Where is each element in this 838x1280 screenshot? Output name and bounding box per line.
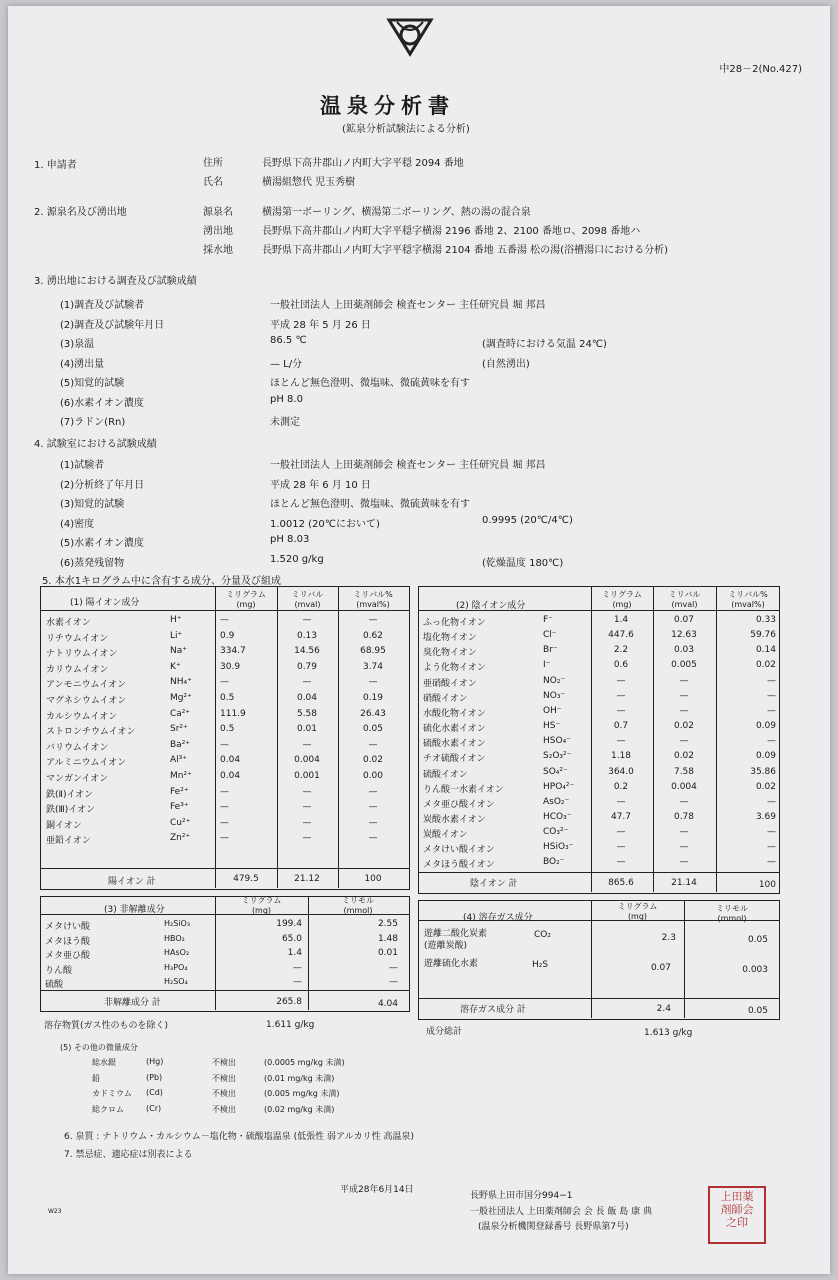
gas-total-mg: 2.4 [656,1004,671,1014]
anion-mvalpct: 0.02 [755,660,776,671]
cation-mg: 0.5 [220,693,235,703]
anion-name: 塩化物イオン [423,633,477,644]
nondiss-mg: — [293,977,302,987]
cation-name: ストロンチウムイオン [46,727,136,738]
source-name: 横湯第一ボーリング、横湯第二ボーリング、熱の湯の混合泉 [262,207,531,218]
cation-symbol: Ba²⁺ [170,739,191,750]
anion-mg: — [616,857,626,868]
anion-total-label: 陰イオン 計 [470,879,518,889]
section3-label: 3. 湧出地における調査及び試験成績 [34,276,197,287]
footer-organization: 一般社団法人 上田薬剤師会 会 長 飯 島 康 典 [470,1207,653,1217]
lab-row-note: 0.9995 (20℃/4℃) [482,514,573,526]
anion-name: チオ硫酸イオン [423,754,486,765]
anion-mval: — [679,705,689,716]
cation-name: 水素イオン [46,618,91,628]
section7-indications: 7. 禁忌症、適応症は別表による [64,1150,193,1160]
dissolved-label: 溶存物質(ガス性のものを除く) [44,1021,169,1031]
trace-limit: (0.02 mg/kg 未満) [264,1104,335,1114]
anion-mg: — [616,690,626,701]
nondiss-name: メタ亜ひ酸 [45,951,91,961]
anion-name: メタほう酸イオン [423,860,495,871]
cation-header-title: (1) 陽イオン成分 [70,598,140,608]
cation-mvalpct: — [368,615,378,625]
gas-header-mmol: ミリモル (mmol) [716,904,748,923]
cation-mval: — [302,739,312,750]
cation-symbol: Fe³⁺ [170,802,189,813]
cation-name: ナトリウムイオン [46,649,118,660]
gas-mmol: 0.05 [747,935,768,945]
gas-total-mmol: 0.05 [747,1006,768,1016]
cation-mvalpct: 0.62 [362,630,384,641]
lab-row-key: (2)分析終了年月日 [60,479,145,491]
lab-row-value: 1.0012 (20℃において) [270,518,380,530]
survey-row-value: 一般社団法人 上田薬剤師会 検査センター 主任研究員 堀 邦昌 [270,300,546,311]
anion-name: メタけい酸イオン [423,845,495,856]
cation-mvalpct: — [368,833,378,844]
nondiss-mmol: — [389,977,398,987]
issue-date: 平成28年6月14日 [340,1185,414,1195]
nondiss-mg: 65.0 [281,933,302,944]
small-code: W23 [48,1208,62,1215]
anion-symbol: Cl⁻ [543,630,557,641]
nondiss-mg: 199.4 [276,919,302,929]
anion-name: 硝酸イオン [423,693,468,704]
lab-row-value: pH 8.03 [270,534,310,545]
trace-element: 総水銀 [92,1058,116,1067]
cation-mg: 0.04 [220,771,241,781]
official-seal-stamp: 上田薬剤師会之印 [708,1186,766,1244]
anion-mvalpct: — [767,857,776,868]
anion-mg: — [616,705,626,716]
cation-name: 鉄(Ⅲ)イオン [46,805,95,816]
cation-mval: 5.58 [296,708,318,719]
trace-symbol: (Cr) [146,1103,162,1113]
cation-name: カリウムイオン [46,664,109,675]
nondiss-mmol: — [389,962,398,973]
trace-result: 不検出 [212,1058,236,1067]
anion-header-mval: ミリバル (mval) [668,590,701,609]
gas-mmol: 0.003 [742,965,768,975]
trace-limit: (0.0005 mg/kg 未満) [264,1058,345,1067]
trace-limit: (0.005 mg/kg 未満) [264,1089,340,1098]
survey-row-value: — L/分 [270,358,303,370]
anion-mg: 2.2 [613,645,629,656]
cation-symbol: Ca²⁺ [170,708,191,719]
cation-mvalpct: 0.19 [362,693,384,703]
dissolved-value: 1.611 g/kg [266,1020,315,1030]
anion-symbol: F⁻ [543,615,553,625]
trace-element: カドミウム [92,1089,132,1098]
cation-name: アルミニウムイオン [46,758,127,769]
section5-label: 5. 本水1キログラム中に含有する成分、分量及び組成 [42,576,281,587]
anion-symbol: NO₃⁻ [543,690,566,701]
trace-result: 不検出 [212,1073,236,1083]
lab-row-value: ほとんど無色澄明、微塩味、微硫黄味を有す [270,499,470,510]
nondiss-total-mmol: 4.04 [377,999,398,1009]
nondiss-name: りん酸 [45,965,73,976]
grand-total-value: 1.613 g/kg [644,1028,693,1038]
anion-name: 臭化物イオン [423,648,477,659]
survey-row-note: (調査時における気温 24℃) [482,339,607,350]
cation-name: リチウムイオン [46,633,109,644]
anion-symbol: HCO₃⁻ [543,811,572,822]
document-title: 温泉分析書 [320,94,455,118]
anion-mval: 7.58 [673,766,695,777]
trace-symbol: (Cd) [146,1088,163,1097]
anion-name: よう化物イオン [423,663,486,674]
anion-mg: 0.6 [613,660,629,671]
nondiss-formula: H₃PO₄ [164,962,188,972]
anion-symbol: BO₂⁻ [543,857,565,868]
anion-mvalpct: 3.69 [755,811,776,822]
cation-mvalpct: — [368,786,378,797]
anion-symbol: HPO₄²⁻ [543,781,575,792]
cation-name: 銅イオン [46,820,82,831]
cation-symbol: H⁺ [170,615,182,625]
gas-header-title: (4) 溶存ガス成分 [463,913,533,923]
cation-name: アンモニウムイオン [46,680,127,691]
survey-row-value: pH 8.0 [270,393,303,405]
cation-header-mvalpct: ミリバル% (mval%) [353,590,393,609]
anion-mvalpct: — [767,796,776,807]
cation-mval: — [302,677,312,688]
cation-mvalpct: 3.74 [362,661,384,672]
anion-mval: 0.03 [673,645,695,656]
anion-name: 亜硝酸イオン [423,678,477,689]
anion-symbol: CO₃²⁻ [543,827,569,838]
gas-name: 遊離二酸化炭素 (遊離炭酸) [424,929,488,951]
cation-name: バリウムイオン [46,742,109,753]
nondiss-total-mg: 265.8 [276,997,302,1007]
anion-mval: 0.07 [673,615,695,625]
cation-symbol: Al³⁺ [170,755,188,766]
anion-name: 炭酸水素イオン [423,814,486,825]
anion-name: 硫酸イオン [423,769,468,780]
cation-symbol: Na⁺ [170,646,187,657]
anion-name: メタ亜ひ酸イオン [423,799,495,810]
cation-mval: 0.13 [296,630,318,641]
anion-symbol: S₂O₃²⁻ [543,751,572,762]
applicant-address: 長野県下高井郡山ノ内町大字平穏 2094 番地 [262,158,464,169]
lab-row-key: (3)知覚的試験 [60,499,125,510]
cation-header-mg: ミリグラム (mg) [226,590,266,609]
anion-mg: 0.2 [613,781,629,792]
cation-mval: 0.01 [296,724,318,735]
anion-header-mvalpct: ミリバル% (mval%) [728,590,768,609]
trace-symbol: (Pb) [146,1072,163,1082]
anion-mg: 47.7 [610,811,632,822]
name-label: 氏名 [203,177,223,188]
survey-row-key: (6)水素イオン濃度 [60,397,144,409]
gas-mg: 2.3 [661,933,676,943]
cation-mg: — [220,802,229,813]
survey-row-key: (1)調査及び試験者 [60,300,145,311]
cation-mg: — [220,833,229,844]
anion-mg: 1.18 [610,751,632,762]
cation-mval: 0.79 [296,661,318,672]
anion-name: りん酸一水素イオン [423,784,504,795]
anion-mvalpct: — [767,736,776,747]
anion-mval: 0.02 [673,751,695,762]
address-label: 住所 [203,158,223,169]
anion-symbol: OH⁻ [543,705,562,716]
survey-row-note: (自然湧出) [482,358,530,370]
nondiss-name: メタけい酸 [45,922,91,932]
cation-mg: 0.04 [220,755,241,766]
nondiss-mmol: 2.55 [377,919,398,929]
cation-total-mval: 21.12 [294,874,320,884]
anion-symbol: NO₂⁻ [543,675,566,686]
lab-row-note: (乾燥温度 180℃) [482,557,564,569]
anion-mg: — [616,736,626,747]
nondiss-header-mmol: ミリモル (mmol) [342,896,374,915]
anion-mval: — [679,842,689,853]
cation-mval: — [302,833,312,844]
cation-mvalpct: — [368,817,378,828]
gas-mg: 0.07 [650,963,671,973]
cation-name: 鉄(Ⅱ)イオン [46,789,94,800]
anion-mval: — [679,827,689,838]
nondiss-mmol: 0.01 [377,948,398,958]
anion-symbol: HSiO₃⁻ [543,842,574,853]
anion-mval: — [679,675,689,686]
anion-mg: 0.7 [613,721,629,732]
anion-mg: — [616,796,626,807]
cation-total-label: 陽イオン 計 [108,877,156,887]
cation-symbol: Fe²⁺ [170,786,189,797]
nondiss-formula: HAsO₂ [164,948,190,957]
cation-mvalpct: — [368,802,378,813]
lab-row-key: (6)蒸発残留物 [60,557,125,569]
anion-mg: 447.6 [608,630,634,641]
anion-symbol: I⁻ [543,660,551,671]
anion-total-mval: 21.14 [671,878,697,888]
survey-row-key: (3)泉温 [60,339,95,350]
cation-mvalpct: — [368,739,378,750]
anion-mval: 12.63 [671,630,697,641]
survey-row-key: (4)湧出量 [60,358,105,370]
anion-total-mvalpct: 100 [758,880,776,890]
cation-mg: 0.9 [220,630,235,641]
trace-result: 不検出 [212,1104,236,1114]
spring-location: 長野県下高井郡山ノ内町大字平穏字横湯 2196 番地 2、2100 番地ロ、2098 番地ハ [262,226,641,237]
anion-mvalpct: 0.09 [755,721,776,732]
trace-result: 不検出 [212,1089,236,1098]
cation-mval: 0.04 [296,693,318,703]
anion-symbol: HSO₄⁻ [543,736,571,747]
anion-mval: — [679,796,689,807]
anion-mval: 0.02 [673,721,695,732]
survey-row-key: (2)調査及び試験年月日 [60,319,165,331]
anion-mvalpct: — [767,690,776,701]
document-number: 中28－2(No.427) [719,64,802,75]
nondiss-formula: H₂SO₄ [164,977,188,986]
anion-mvalpct: — [767,827,776,838]
cation-name: マンガンイオン [46,774,109,784]
anion-header-mg: ミリグラム (mg) [602,590,642,609]
cation-symbol: Zn²⁺ [170,833,191,844]
cation-name: マグネシウムイオン [46,696,127,706]
anion-mval: 0.004 [671,781,697,792]
anion-mvalpct: 0.14 [755,645,776,656]
survey-row-key: (5)知覚的試験 [60,378,125,389]
cation-mg: 334.7 [220,646,246,657]
cation-mvalpct: 0.00 [362,771,384,781]
anion-mvalpct: 35.86 [750,766,776,777]
cation-mg: — [220,677,229,688]
anion-symbol: SO₄²⁻ [543,766,568,777]
document-subtitle: (鉱泉分析試験法による分析) [342,124,470,135]
section1-label: 1. 申請者 [34,160,77,171]
anion-mvalpct: 0.33 [755,615,776,625]
nondiss-header-mg: ミリグラム (mg) [241,896,282,915]
nondiss-name: 硫酸 [45,980,64,990]
footer-address: 長野県上田市国分994−1 [470,1191,573,1201]
anion-symbol: AsO₂⁻ [543,796,570,807]
anion-mval: — [679,690,689,701]
anion-mvalpct: — [767,842,776,853]
cation-name: カルシウムイオン [46,711,118,722]
anion-mg: — [616,842,626,853]
survey-row-value: ほとんど無色澄明、微塩味、微硫黄味を有す [270,378,470,389]
cation-header-mval: ミリバル (mval) [291,590,324,609]
lab-row-value: 一般社団法人 上田薬剤師会 検査センター 主任研究員 堀 邦昌 [270,460,546,471]
cation-mvalpct: 68.95 [360,646,386,657]
anion-mvalpct: 0.02 [755,781,776,792]
cation-mg: — [220,739,229,750]
cation-mvalpct: — [368,677,378,688]
anion-name: 硫酸水素イオン [423,739,486,750]
gas-total-label: 溶存ガス成分 計 [460,1005,526,1015]
nondiss-formula: H₂SiO₃ [164,919,191,928]
anion-mg: — [616,827,626,838]
section6-quality: 6. 泉質 : ナトリウム・カルシウム－塩化物・硫酸塩温泉 (低張性 弱アルカリ性 高温泉) [64,1132,415,1142]
cation-symbol: Mg²⁺ [170,693,192,703]
gas-formula: H₂S [532,960,549,970]
lab-row-value: 平成 28 年 6 月 10 日 [270,479,371,491]
anion-symbol: HS⁻ [543,721,561,732]
anion-mg: 364.0 [608,766,634,777]
footer-registration: (温泉分析機関登録番号 長野県第7号) [478,1222,629,1232]
survey-row-value: 86.5 ℃ [270,335,307,346]
sample-label: 採水地 [203,245,233,256]
survey-row-value: 平成 28 年 5 月 26 日 [270,319,371,331]
cation-total-mg: 479.5 [233,874,259,884]
anion-mg: 1.4 [613,615,629,625]
section4-label: 4. 試験室における試験成績 [34,439,157,450]
survey-row-value: 未測定 [270,417,300,428]
anion-total-mg: 865.6 [608,878,634,888]
trace-limit: (0.01 mg/kg 未満) [264,1073,335,1083]
cation-mg: — [220,786,229,797]
cation-mval: — [302,817,312,828]
anion-symbol: Br⁻ [543,645,558,656]
nondiss-total-label: 非解離成分 計 [104,998,161,1008]
cation-mval: 0.001 [294,771,320,781]
gas-formula: CO₂ [534,930,551,940]
cation-mvalpct: 0.02 [362,755,384,766]
anion-mval: 0.78 [673,811,695,822]
nondiss-name: メタほう酸 [45,936,91,947]
grand-total-label: 成分総計 [426,1027,463,1037]
emblem-logo-icon [383,16,437,58]
cation-symbol: NH₄⁺ [170,677,192,688]
nondiss-header-title: (3) 非解離成分 [104,905,165,915]
lab-row-value: 1.520 g/kg [270,553,324,565]
cation-symbol: K⁺ [170,661,181,672]
cation-mg: 111.9 [220,708,246,719]
anion-name: ふっ化物イオン [423,618,486,628]
anion-name: 炭酸イオン [423,830,468,841]
cation-mval: — [302,786,312,797]
anion-mvalpct: 0.09 [755,751,776,762]
nondiss-mg: — [293,962,302,973]
applicant-name: 横湯組惣代 児玉秀樹 [262,177,356,188]
sample-location: 長野県下高井郡山ノ内町大字平穏字横湯 2104 番地 五番湯 松の湯(浴槽湯口における分析) [262,245,668,256]
anion-mval: — [679,857,689,868]
gas-header-mg: ミリグラム (mg) [617,902,658,921]
gas-name: 遊離硫化水素 [424,959,479,969]
source-label: 源泉名 [203,207,233,218]
document-page [8,6,830,1274]
anion-name: 硫化水素イオン [423,724,486,735]
cation-mval: 0.004 [294,755,320,766]
lab-row-key: (1)試験者 [60,460,105,471]
spring-label: 湧出地 [203,226,233,237]
lab-row-key: (5)水素イオン濃度 [60,538,144,549]
anion-mvalpct: — [767,705,776,716]
nondiss-formula: HBO₂ [164,933,185,943]
cation-symbol: Li⁺ [170,630,183,641]
cation-mvalpct: 0.05 [362,724,384,735]
cation-symbol: Cu²⁺ [170,817,191,828]
trace-element: 鉛 [92,1073,100,1083]
cation-symbol: Sr²⁺ [170,724,188,735]
cation-mvalpct: 26.43 [360,708,386,719]
anion-mval: 0.005 [671,660,697,671]
anion-name: 水酸化物イオン [423,708,486,719]
cation-symbol: Mn²⁺ [170,771,192,781]
cation-mg: — [220,615,229,625]
lab-row-key: (4)密度 [60,518,95,530]
survey-row-key: (7)ラドン(Rn) [60,417,126,428]
anion-mval: — [679,736,689,747]
anion-mg: — [616,675,626,686]
anion-mvalpct: 59.76 [750,630,776,641]
cation-mval: 14.56 [294,646,320,657]
cation-total-mvalpct: 100 [364,874,382,884]
nondiss-mmol: 1.48 [377,933,398,944]
cation-mval: — [302,802,312,813]
cation-mg: — [220,817,229,828]
nondiss-mg: 1.4 [287,948,302,958]
cation-name: 亜鉛イオン [46,836,91,847]
trace-element: 総クロム [92,1104,124,1114]
cation-mval: — [302,615,312,625]
cation-mg: 30.9 [220,661,241,672]
trace-symbol: (Hg) [146,1057,164,1066]
trace-label: (5) その他の微量成分 [60,1043,138,1052]
section2-label: 2. 源泉名及び湧出地 [34,207,127,218]
anion-mvalpct: — [767,675,776,686]
cation-mg: 0.5 [220,724,235,735]
anion-header-title: (2) 陰イオン成分 [456,601,526,611]
